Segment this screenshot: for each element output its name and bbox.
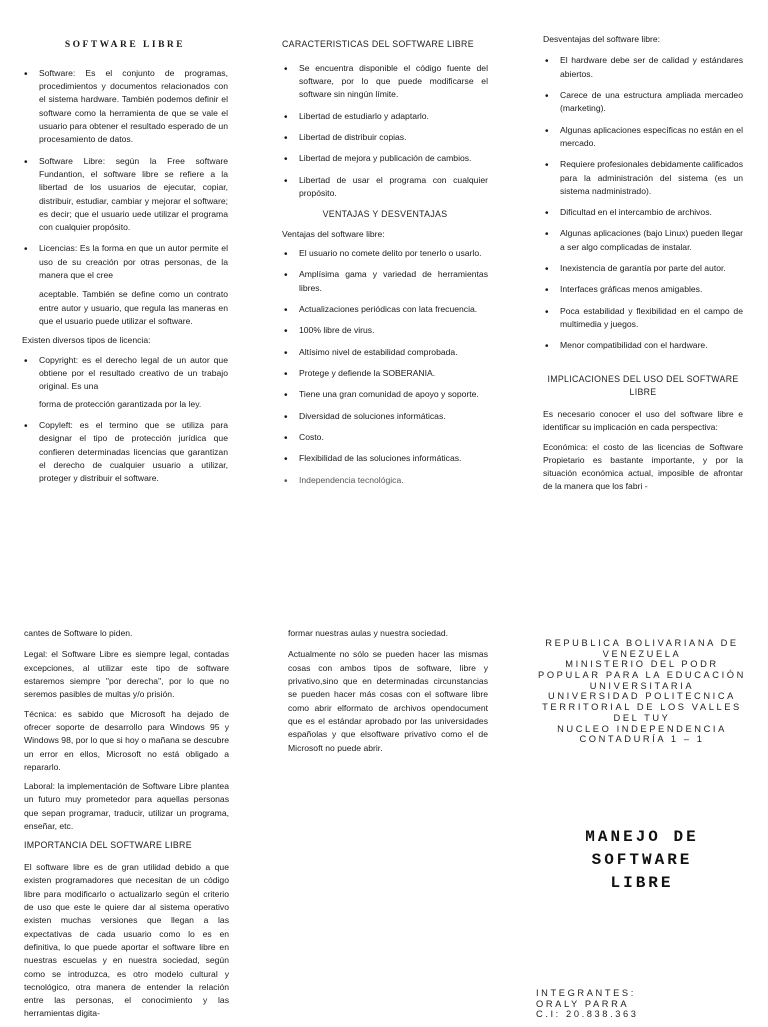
panel-actualmente (288, 627, 488, 761)
list-item: • Copyleft: es el termino que se utiliza para designar el tipo de protección jurídica que confieren determinadas licencias que garantizan el derecho de cualquier usuario a utilizar, proteger y distribuir el software. (22, 419, 228, 486)
list-item: • 100% libre de virus. (282, 324, 488, 337)
economica-continuation: cantes de Software lo piden. (24, 628, 133, 638)
institution-line: MINISTERIO DEL PODR POPULAR PARA LA EDUCACIÓN UNIVERSITARIA (538, 659, 746, 691)
cover-title (532, 826, 752, 896)
licencias-continuation: aceptable. También se define como un contrato entre autor y usuario, que regula las maneras en que el usuario puede utilizar el software. (39, 289, 228, 327)
copyright-continuation: forma de protección garantizada por la ley. (39, 398, 202, 409)
legal-paragraph: Legal: el Software Libre es siempre legal, contadas excepciones, al utilizar este tipo de software estaremos siempre "por derecha", por lo que no seremos pasibles de multas y/o prisión. (24, 649, 229, 700)
panel-desventajas (543, 33, 743, 500)
list-item: • Amplísima gama y variedad de herramientas libres. (282, 268, 488, 295)
institution-line: UNIVERSIDAD POLITECNICA TERRITORIAL DE LOS VALLES DEL TUY (542, 691, 742, 723)
license-types-list (22, 354, 228, 394)
desventajas-intro: Desventajas del software libre: (543, 34, 661, 44)
integrante-ci: C.I: 20.838.363 (536, 1009, 639, 1020)
list-item: • Independencia tecnológica. (282, 474, 488, 487)
section-title-software-libre: SOFTWARE LIBRE (64, 40, 186, 50)
implicaciones-intro: Es necesario conocer el uso del software libre e identificar su implicación en cada perspectiva: (543, 408, 743, 433)
integrante-name: ORALY PARRA (536, 998, 630, 1009)
actualmente-paragraph: Actualmente no sólo se pueden hacer las mismas cosas con ambos tipos de software, libre y privativo,sino que en determinadas circunstancias se pueden hacer más cosas con el software libre como abrir elformato de archivos opendocument que es el estándar aprobado por las universidades españolas y que elsoftware privativo como el de Microsoft no puede abrir. (288, 649, 488, 753)
list-item: • Flexibilidad de las soluciones informáticas. (282, 452, 488, 465)
features-list (282, 62, 488, 201)
cover-title-line: SOFTWARE (591, 851, 693, 870)
list-item: • Interfaces gráficas menos amigables. (543, 283, 743, 296)
list-item: • Costo. (282, 431, 488, 444)
list-item: • Dificultad en el intercambio de archivos. (543, 206, 743, 219)
list-item: • Libertad de usar el programa con cualquier propósito. (282, 174, 488, 201)
ventajas-intro: Ventajas del software libre: (282, 228, 385, 239)
list-item: • Altísimo nivel de estabilidad comprobada. (282, 346, 488, 359)
cover-institution (532, 638, 752, 745)
list-item: • Libertad de distribuir copias. (282, 131, 488, 144)
desventajas-list (543, 54, 743, 352)
section-heading-ventajas-desventajas: VENTAJAS Y DESVENTAJAS (322, 209, 448, 220)
list-item: • Carece de una estructura ampliada mercadeo (marketing). (543, 89, 743, 116)
list-item: • Libertad de mejora y publicación de cambios. (282, 152, 488, 165)
cover-title-line: LIBRE (610, 874, 674, 893)
list-item: • Copyright: es el derecho legal de un autor que obtiene por el resultado creativo de un trabajo original. Es una (22, 354, 228, 394)
definitions-list (22, 67, 228, 283)
list-item: • Libertad de estudiarlo y adaptarlo. (282, 110, 488, 123)
list-item: • Protege y defiende la SOBERANIA. (282, 367, 488, 380)
license-types-intro: Existen diversos tipos de licencia: (22, 335, 151, 346)
list-item: • El hardware debe ser de calidad y estándares abiertos. (543, 54, 743, 81)
list-item: • Poca estabilidad y flexibilidad en el campo de multimedia y juegos. (543, 305, 743, 332)
list-item: • Licencias: Es la forma en que un autor permite el uso de su creación por otras personas, de la manera que el cree (22, 242, 228, 282)
ventajas-list (282, 247, 488, 487)
importancia-paragraph: El software libre es de gran utilidad debido a que existen programadores que necesitan de un código libre para modificarlo o actualizarlo según el criterio de uso que este le quiere dar al sistema operativo existen muchas versiones que llegan a las expectativas de cada usuario como lo es en definitiva, lo que puede aportar el software libre en nuestras escuelas y en nuestra sociedad, según como se introduzca, es otro modelo cultural y tecnológico, otra manera de entender la relación entre las personas, el conocimiento y las herramientas digita- (24, 862, 229, 1019)
list-item: • El usuario no comete delito por tenerlo o usarlo. (282, 247, 488, 260)
list-item: • Inexistencia de garantía por parte del autor. (543, 262, 743, 275)
list-item: • Requiere profesionales debidamente calificados para la administración del sistema (es un sistema nadministrado). (543, 158, 743, 198)
list-item: • Tiene una gran comunidad de apoyo y soporte. (282, 388, 488, 401)
list-item: • Menor compatibilidad con el hardware. (543, 339, 743, 352)
integrantes-label: INTEGRANTES: (536, 988, 636, 998)
panel-software-libre (22, 38, 228, 493)
economica-paragraph: Económica: el costo de las licencias de Software Propietario es bastante importante, y por la situación económica actual, imposible de afrontar de la manera que los fabri - (543, 441, 743, 492)
panel-caracteristicas (282, 38, 488, 495)
section-heading-implicaciones: IMPLICACIONES DEL USO DEL SOFTWARE LIBRE (547, 373, 739, 398)
panel-perspectivas (24, 627, 229, 1027)
institution-line: NUCLEO INDEPENDENCIA (557, 723, 727, 734)
integrantes-block (536, 988, 746, 1020)
section-heading-importancia: IMPORTANCIA DEL SOFTWARE LIBRE (24, 840, 192, 851)
institution-line: CONTADURÍA 1 – 1 (579, 734, 705, 745)
cover-title-line: MANEJO DE (585, 828, 699, 846)
list-item: • Diversidad de soluciones informáticas. (282, 410, 488, 423)
list-item: • Actualizaciones periódicas con lata frecuencia. (282, 303, 488, 316)
license-types-list-2 (22, 419, 228, 486)
importancia-continuation: formar nuestras aulas y nuestra sociedad. (288, 628, 449, 638)
tecnica-paragraph: Técnica: es sabido que Microsoft ha dejado de ofrecer soporte de desarrollo para Windows 95 y Windows 98, por lo que si hoy o mañana se descubre un error en ellos, Microsoft no está obligado a repararlo. (24, 708, 229, 772)
list-item: • Software Libre: según la Free software Fundantion, el software libre se refiere a la libertad de los usuarios de ejecutar, copiar, distribuir, estudiar, cambiar y mejorar el software; es decir; que el usuario uede utilizar el programa con cualquier propósito. (22, 155, 228, 235)
institution-line: REPUBLICA BOLIVARIANA DE VENEZUELA (545, 638, 739, 659)
laboral-paragraph: Laboral: la implementación de Software Libre plantea un futuro muy prometedor para aquellas personas que sepan programar, traducir, utilizar un programa, enseñar, etc. (24, 781, 229, 832)
list-item: • Software: Es el conjunto de programas, procedimientos y documentos relacionados con el sistema hardware. También podemos definir el software como la herramienta de que se vale el usuario para obtener el resultado esperado de un procesamiento de datos. (22, 67, 228, 147)
section-heading-caracteristicas: CARACTERISTICAS DEL SOFTWARE LIBRE (282, 39, 474, 49)
list-item: • Se encuentra disponible el código fuente del software, por lo que puede modificarse el software sin ningún límite. (282, 62, 488, 102)
list-item: • Algunas aplicaciones (bajo Linux) pueden llegar a ser algo complicadas de instalar. (543, 227, 743, 254)
list-item: • Algunas aplicaciones específicas no están en el mercado. (543, 124, 743, 151)
